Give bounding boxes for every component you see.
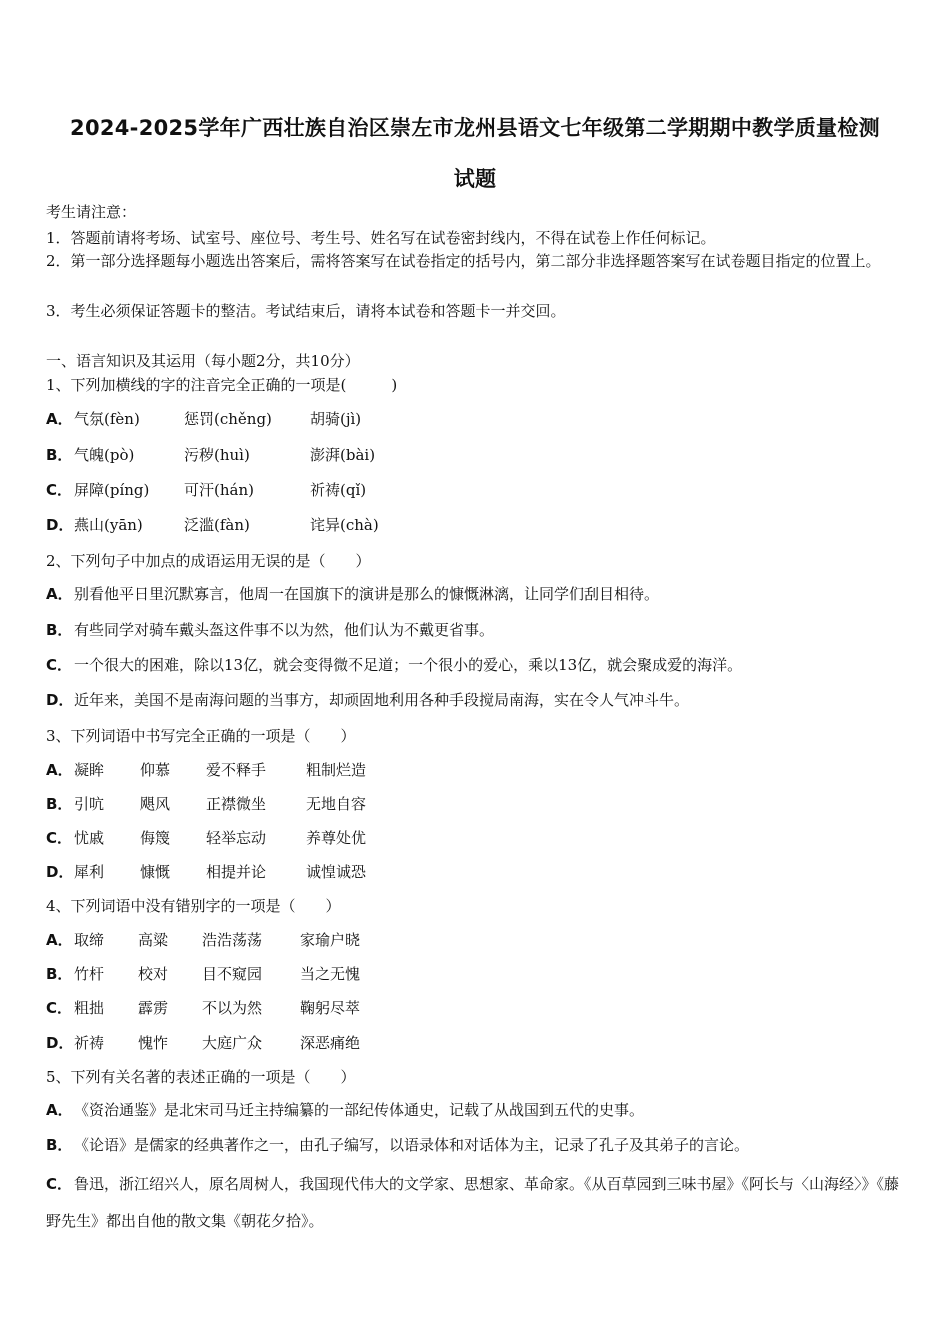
option-label: B． [46,965,73,983]
option-word: 飓风 [140,795,171,813]
option-word: 竹杆 [74,965,105,983]
q3-option-b [46,794,366,814]
q2-option-a [46,584,659,604]
option-word: 胡骑(jì) [310,410,362,428]
option-label: C． [46,481,73,499]
option-text: 别看他平日里沉默寡言，他周一在国旗下的演讲是那么的慷慨淋漓，让同学们刮目相待。 [74,585,660,603]
option-word: 目不窥园 [202,965,263,983]
option-word: 惩罚(chěng) [184,410,272,428]
option-word: 气氛(fèn) [74,410,140,428]
q1-option-a [46,409,361,429]
option-word: 浩浩荡荡 [202,931,263,949]
option-label: C． [46,656,73,674]
q2-option-d [46,690,689,710]
option-word: 相提并论 [206,863,267,881]
option-word: 爱不释手 [206,761,267,779]
option-label: A． [46,585,73,603]
option-word: 凝眸 [74,761,105,779]
option-word: 屏障(píng) [74,481,150,499]
option-label: A． [46,931,73,949]
q3-option-a [46,760,366,780]
option-word: 祈祷 [74,1034,105,1052]
q3-stem: 3、下列词语中书写完全正确的一项是（ ） [46,727,356,745]
option-word: 大庭广众 [202,1034,263,1052]
option-label: A． [46,761,73,779]
option-word: 霹雳 [138,999,169,1017]
notice-item-2: 2．第一部分选择题每小题选出答案后，需将答案写在试卷指定的括号内，第二部分非选择题答案写在试卷题目指定的位置上。 [46,252,881,270]
exam-title-line2: 试题 [453,167,497,191]
option-word: 不以为然 [202,999,263,1017]
option-word: 慷慨 [140,863,171,881]
option-word: 燕山(yān) [74,516,143,534]
notice-item-1: 1．答题前请将考场、试室号、座位号、考生号、姓名写在试卷密封线内，不得在试卷上作任何标记。 [46,229,716,247]
option-word: 可汗(hán) [184,481,254,499]
option-word: 侮篾 [140,829,171,847]
option-word: 无地自容 [306,795,367,813]
option-word: 诚惶诚恐 [306,863,367,881]
option-word: 引吭 [74,795,105,813]
section-heading: 一、语言知识及其运用（每小题2分，共10分） [46,352,360,370]
q4-option-a [46,930,360,950]
option-label: B． [46,795,73,813]
option-label: D． [46,1034,74,1052]
option-label: C． [46,1175,73,1193]
option-word: 鞠躬尽萃 [300,999,361,1017]
option-text: 《资治通鉴》是北宋司马迁主持编纂的一部纪传体通史，记载了从战国到五代的史事。 [74,1101,645,1119]
q2-option-c [46,655,742,675]
q5-stem: 5、下列有关名著的表述正确的一项是（ ） [46,1068,356,1086]
option-label: D． [46,516,74,534]
option-word: 气魄(pò) [74,446,135,464]
q1-stem: 1、下列加横线的字的注音完全正确的一项是( ) [46,376,398,394]
option-word: 深恶痛绝 [300,1034,361,1052]
option-label: B． [46,1136,73,1154]
option-word: 犀利 [74,863,105,881]
option-word: 粗拙 [74,999,105,1017]
q2-option-b [46,620,494,640]
option-label: A． [46,410,73,428]
option-label: A． [46,1101,73,1119]
option-text: 鲁迅，浙江绍兴人，原名周树人，我国现代伟大的文学家、思想家、革命家。《从百草园到三味书屋》《阿长与〈山海经〉》《藤野先生》都出自他的散文集《朝花夕拾》。 [46,1175,900,1230]
option-word: 正襟微坐 [206,795,267,813]
option-word: 当之无愧 [300,965,361,983]
q3-option-c [46,828,366,848]
q5-option-a [46,1100,644,1120]
option-word: 养尊处优 [306,829,367,847]
q4-stem: 4、下列词语中没有错别字的一项是（ ） [46,897,341,915]
option-label: C． [46,999,73,1017]
option-word: 泛滥(fàn) [184,516,250,534]
option-word: 取缔 [74,931,105,949]
q5-option-c [46,1166,906,1240]
option-word: 家瑜户晓 [300,931,361,949]
q1-option-c [46,480,366,500]
q5-option-b [46,1135,749,1155]
option-word: 校对 [138,965,169,983]
option-label: B． [46,446,73,464]
option-word: 仰慕 [140,761,171,779]
q1-option-d [46,515,379,535]
option-label: C． [46,829,73,847]
option-label: B． [46,621,73,639]
exam-title-line1: 2024-2025学年广西壮族自治区崇左市龙州县语文七年级第二学期期中教学质量检测 [70,116,880,140]
q2-stem: 2、下列句子中加点的成语运用无误的是（ ） [46,552,371,570]
option-text: 一个很大的困难，除以13亿，就会变得微不足道；一个很小的爱心，乘以13亿，就会聚成爱的海洋。 [74,656,743,674]
option-word: 高粱 [138,931,169,949]
option-word: 诧异(chà) [310,516,379,534]
option-word: 澎湃(bài) [310,446,376,464]
q4-option-d [46,1033,360,1053]
notice-item-3: 3．考生必须保证答题卡的整洁。考试结束后，请将本试卷和答题卡一并交回。 [46,302,566,320]
option-word: 粗制烂造 [306,761,367,779]
q4-option-c [46,998,360,1018]
option-word: 忧戚 [74,829,105,847]
option-text: 《论语》是儒家的经典著作之一，由孔子编写，以语录体和对话体为主，记录了孔子及其弟子的言论。 [74,1136,750,1154]
option-word: 愧怍 [138,1034,169,1052]
notice-heading: 考生请注意： [46,203,137,221]
q4-option-b [46,964,360,984]
option-text: 有些同学对骑车戴头盔这件事不以为然，他们认为不戴更省事。 [74,621,495,639]
option-text: 近年来，美国不是南海问题的当事方，却顽固地利用各种手段搅局南海，实在令人气冲斗牛。 [74,691,690,709]
option-word: 祈祷(qǐ) [310,481,367,499]
option-word: 污秽(huì) [184,446,250,464]
option-label: D． [46,863,74,881]
q3-option-d [46,862,366,882]
q1-option-b [46,445,375,465]
option-label: D． [46,691,74,709]
option-word: 轻举忘动 [206,829,267,847]
